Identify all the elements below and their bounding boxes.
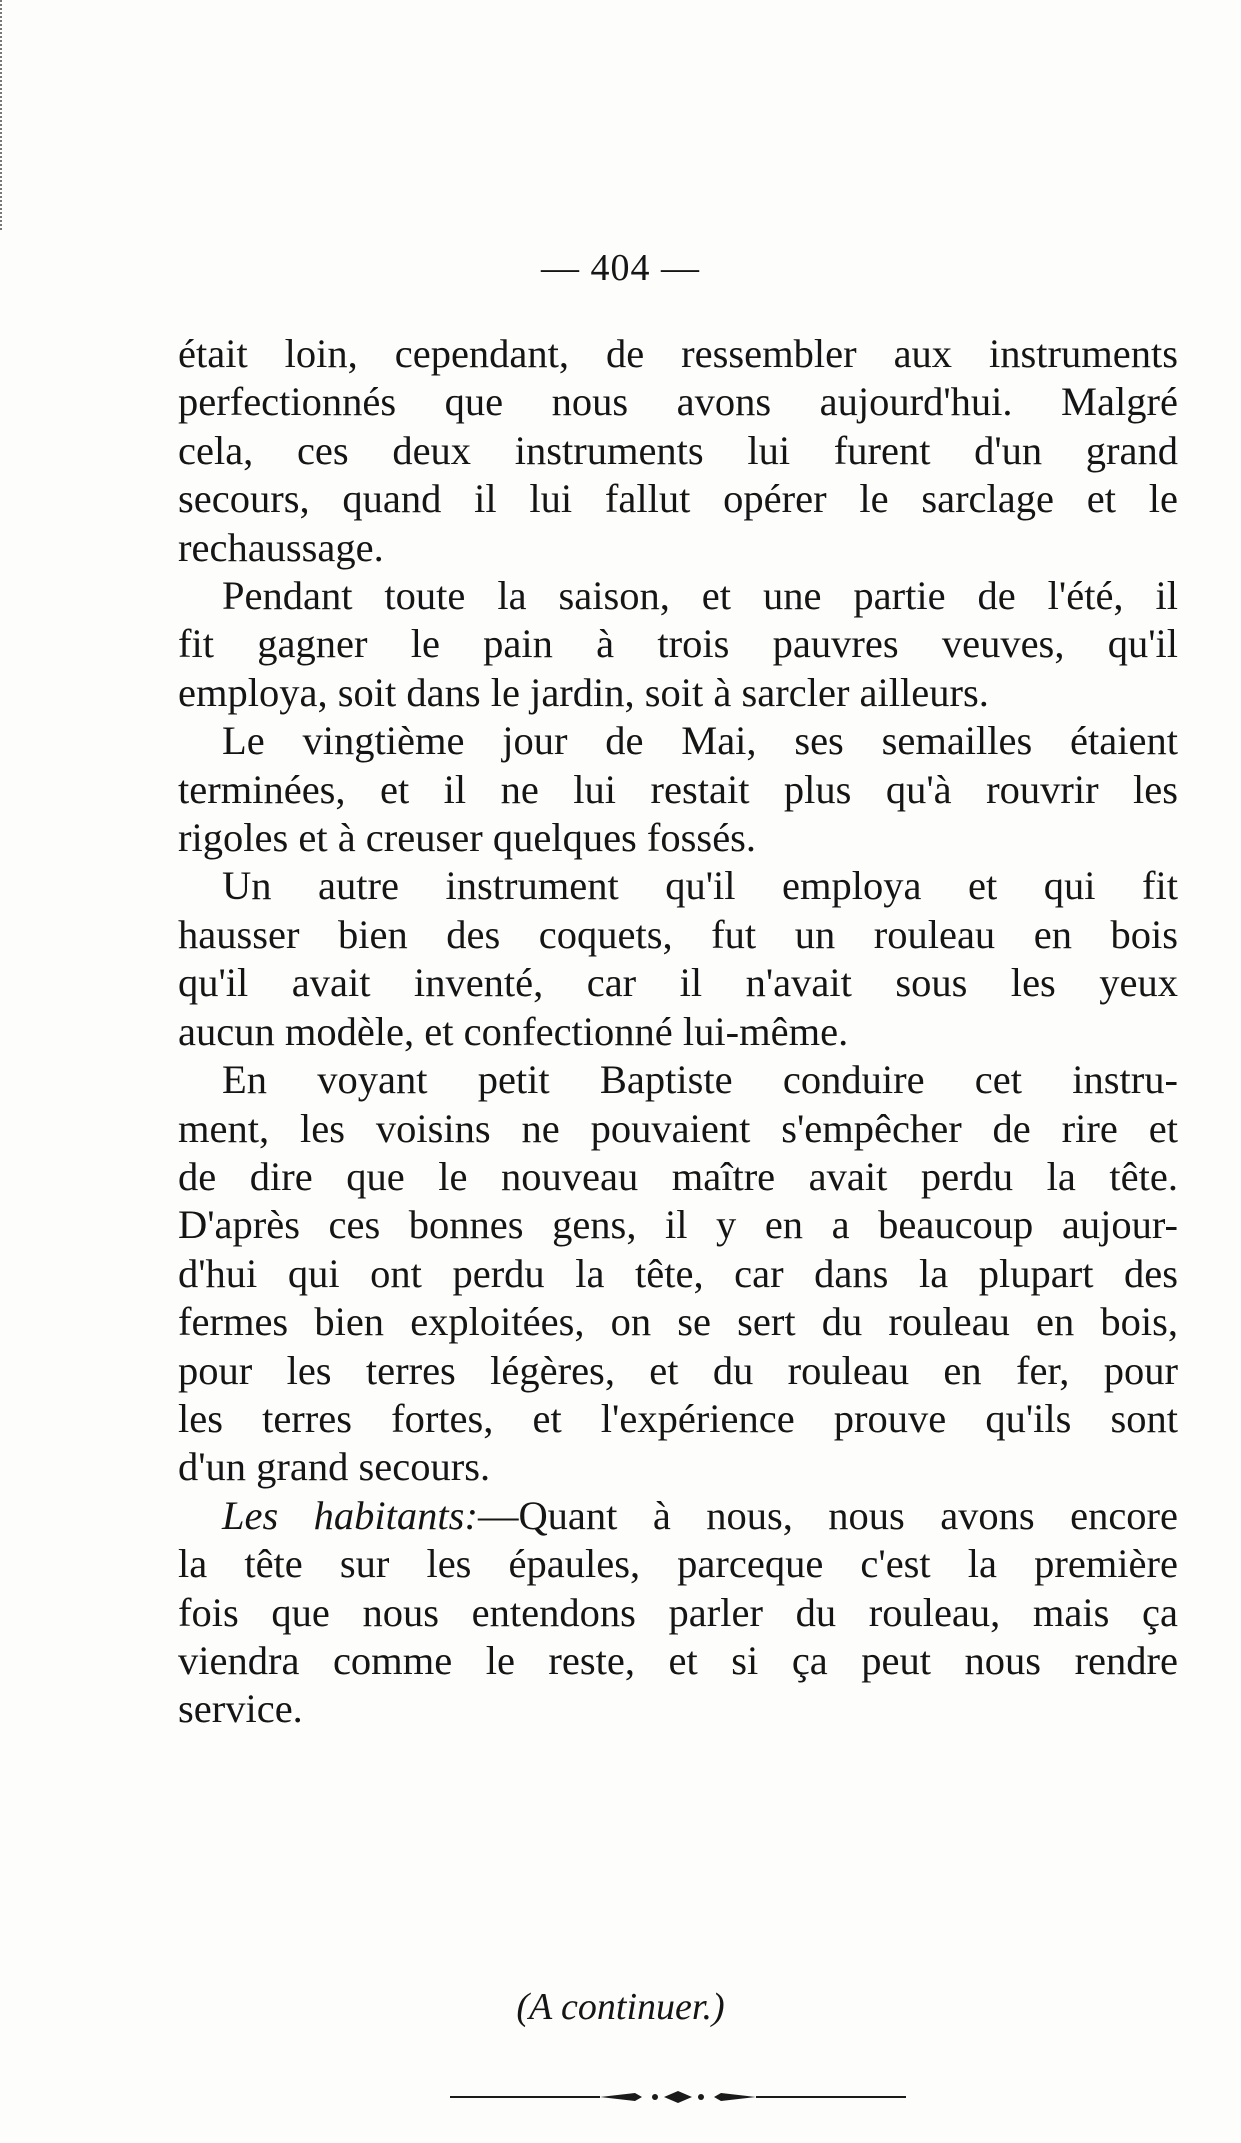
- text-line: fit gagner le pain à trois pauvres veuves, qu'il: [178, 621, 1178, 667]
- paragraph-4: [178, 862, 1178, 1056]
- text-line: de dire que le nouveau maître avait perdu la tête.: [178, 1153, 1178, 1199]
- paragraph-3: [178, 717, 1178, 862]
- text-line: aucun modèle, et confectionné lui-même.: [178, 1008, 849, 1054]
- text-line: d'un grand secours.: [178, 1444, 491, 1490]
- body-text: [178, 330, 1178, 1734]
- em-dash: —: [477, 1492, 519, 1538]
- paragraph-5: [178, 1056, 1178, 1492]
- text-line: [178, 1492, 1178, 1540]
- text-line: ment, les voisins ne pouvaient s'empêcher de rire et: [178, 1105, 1178, 1151]
- text-line: d'hui qui ont perdu la tête, car dans la plupart des: [178, 1250, 1178, 1296]
- text-line: service.: [178, 1686, 303, 1732]
- text-line: perfectionnés que nous avons aujourd'hui. Malgré: [178, 379, 1178, 425]
- text-line: était loin, cependant, de ressembler aux instruments: [178, 331, 1178, 376]
- dialogue-speaker: Les habitants:: [222, 1492, 478, 1538]
- text-line: D'après ces bonnes gens, il y en a beaucoup aujour-: [178, 1202, 1178, 1248]
- dialogue-paragraph: [178, 1492, 1178, 1734]
- text-line: terminées, et il ne lui restait plus qu'à rouvrir les: [178, 766, 1178, 812]
- text-line: rechaussage.: [178, 524, 384, 570]
- text-line: Pendant toute la saison, et une partie de l'été, il: [222, 573, 1178, 619]
- text-line: pour les terres légères, et du rouleau en fer, pour: [178, 1347, 1178, 1393]
- text-line: Le vingtième jour de Mai, ses semailles étaient: [222, 718, 1178, 764]
- text-line: les terres fortes, et l'expérience prouve qu'ils sont: [178, 1395, 1178, 1441]
- text-line: Un autre instrument qu'il employa et qui fit: [222, 863, 1178, 909]
- text-line: rigoles et à creuser quelques fossés.: [178, 815, 757, 861]
- dialogue-first-line: Quant à nous, nous avons encore: [518, 1492, 1179, 1538]
- page-number: — 404 —: [541, 247, 700, 289]
- text-line: cela, ces deux instruments lui furent d'un grand: [178, 427, 1178, 473]
- scan-margin-marks: [0, 0, 6, 230]
- text-line: employa, soit dans le jardin, soit à sarcler ailleurs.: [178, 669, 989, 715]
- text-line: la tête sur les épaules, parceque c'est la première: [178, 1541, 1178, 1587]
- text-line: fois que nous entendons parler du rouleau, mais ça: [178, 1589, 1178, 1635]
- continuation-note: (A continuer.): [516, 1986, 725, 2028]
- text-line: En voyant petit Baptiste conduire cet instru-: [222, 1057, 1178, 1103]
- text-line: qu'il avait inventé, car il n'avait sous les yeux: [178, 960, 1178, 1006]
- text-line: secours, quand il lui fallut opérer le sarclage et le: [178, 476, 1178, 522]
- paragraph-1: [178, 330, 1178, 572]
- paragraph-2: [178, 572, 1178, 717]
- text-line: hausser bien des coquets, fut un rouleau en bois: [178, 911, 1178, 957]
- ornament-rule-icon: [450, 2088, 906, 2106]
- text-line: fermes bien exploitées, on se sert du rouleau en bois,: [178, 1299, 1178, 1345]
- text-line: viendra comme le reste, et si ça peut nous rendre: [178, 1637, 1178, 1683]
